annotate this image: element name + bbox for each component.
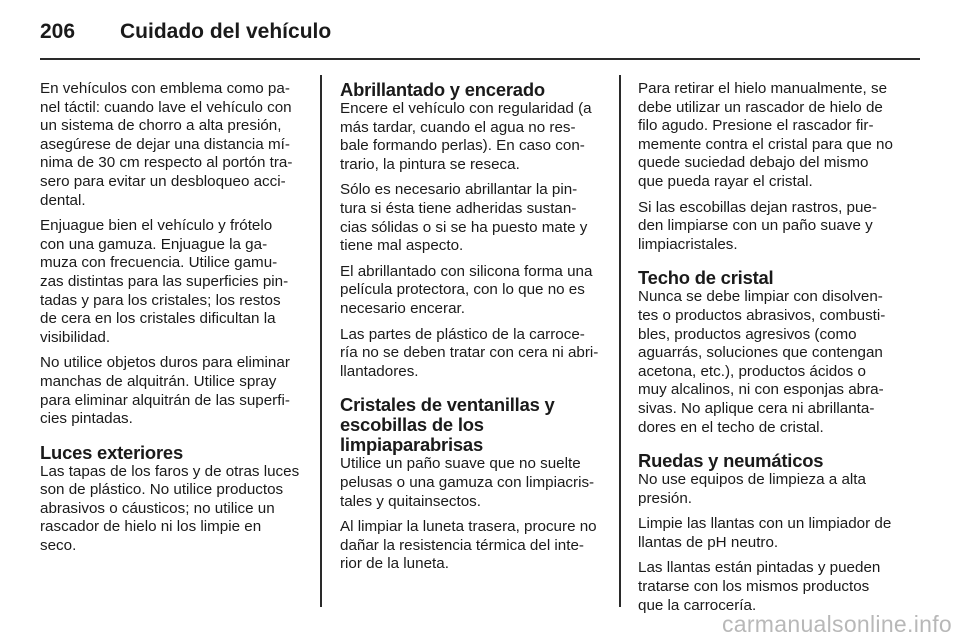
paragraph-emblema: En vehículos con emblema como pa- nel táctil: cuando lave el vehículo con un sistema de chorro a alta presión, asegúrese de dejar una distancia mí- nima de 30 cm respecto al portón tra- sero para evitar un desbloqueo acci- dental. [40,80,293,209]
page-number: 206 [40,20,76,43]
paragraph-pano: Utilice un paño suave que no suelte pelusas o una gamuza con limpiacris- tales y quitainsectos. [340,455,595,510]
heading-luces-exteriores: Luces exteriores [40,441,183,463]
paragraph-alquitran: No utilice objetos duros para eliminar manchas de alquitrán. Utilice spray para eliminar alquitrán de las superfi- cies pintadas. [40,354,290,428]
paragraph-hielo: Para retirar el hielo manualmente, se debe utilizar un rascador de hielo de filo agudo. Presione el rascador fir- memente contra el cristal para que no quede suciedad debajo del mismo que pueda rayar el cristal. [638,80,893,190]
paragraph-llantas: Limpie las llantas con un limpiador de llantas de pH neutro. [638,515,892,551]
paragraph-techo: Nunca se debe limpiar con disolven- tes o productos abrasivos, combusti- bles, productos agresivos (como aguarrás, soluciones que contengan acetona, etc.), productos ácidos o muy alcalinos, ni con esponjas abra- sivas. No aplique cera ni abrillanta- dores en el techo de cristal. [638,288,886,436]
heading-abrillantado: Abrillantado y encerado [340,79,545,100]
paragraph-escobillas: Si las escobillas dejan rastros, pue- den limpiarse con un paño suave y limpiacristales. [638,198,877,253]
column-divider-2 [619,75,621,607]
paragraph-plastico: Las partes de plástico de la carroce- ría no se deben tratar con cera ni abri- llantadores. [340,325,599,380]
heading-cristales: Cristales de ventanillas y escobillas de los limpiaparabrisas [340,394,555,456]
column-2 [340,80,604,581]
paragraph-abrillantar: Sólo es necesario abrillantar la pin- tura si ésta tiene adheridas sustan- cias sólidas o si se ha puesto mate y tiene mal aspecto. [340,181,588,255]
paragraph-luneta: Al limpiar la luneta trasera, procure no dañar la resistencia térmica del inte- rior de la luneta. [340,518,597,573]
paragraph-enjuague: Enjuague bien el vehículo y frótelo con una gamuza. Enjuague la ga- muza con frecuencia. Utilice gamu- zas distintas para las superficies pin- tadas y para los cristales; los restos de cera en los cristales dificultan la visibilidad. [40,217,289,346]
column-1 [40,80,304,563]
heading-techo-cristal: Techo de cristal [638,267,774,289]
page-header [40,14,920,58]
column-3 [638,80,902,622]
column-divider-1 [320,75,322,607]
heading-ruedas: Ruedas y neumáticos [638,450,824,472]
paragraph-pintadas: Las llantas están pintadas y pueden tratarse con los mismos productos que la carrocería. [638,559,881,614]
page-title: Cuidado del vehículo [120,20,332,43]
header-rule [40,58,920,60]
paragraph-encere: Encere el vehículo con regularidad (a más tardar, cuando el agua no res- bale formando perlas). En caso con- trario, la pintura se reseca. [340,100,592,173]
paragraph-silicona: El abrillantado con silicona forma una película protectora, con lo que no es necesario encerar. [340,262,593,317]
paragraph-presion: No use equipos de limpieza a alta presión. [638,471,866,507]
paragraph-luces: Las tapas de los faros y de otras luces son de plástico. No utilice productos abrasivos o cáusticos; no utilice un rascador de hielo ni los limpie en seco. [40,462,300,555]
watermark: carmanualsonline.info [721,611,952,637]
